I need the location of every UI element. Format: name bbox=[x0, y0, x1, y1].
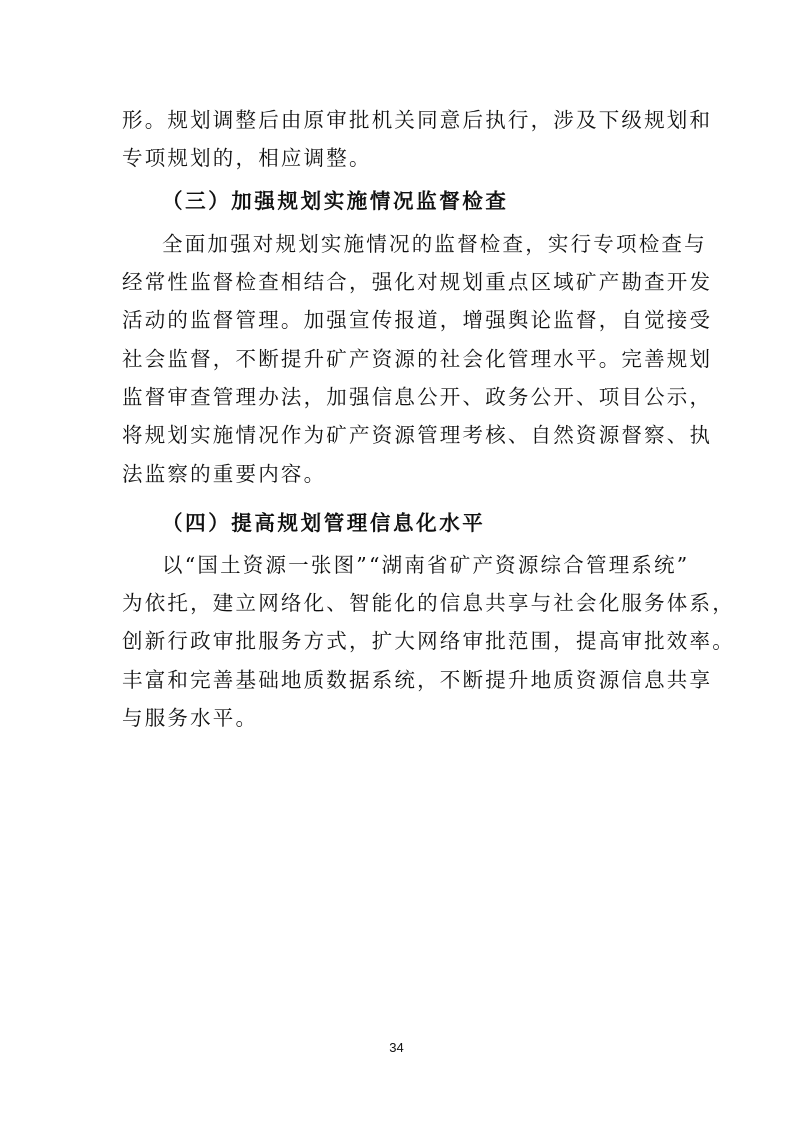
paragraph-line: 为依托，建立网络化、智能化的信息共享与社会化服务体系， bbox=[122, 591, 735, 615]
paragraph-line: 与服务水平。 bbox=[122, 706, 259, 730]
paragraph-line: 将规划实施情况作为矿产资源管理考核、自然资源督察、执 bbox=[122, 423, 713, 447]
paragraph-line: 专项规划的，相应调整。 bbox=[122, 146, 372, 170]
section-heading: （三）加强规划实施情况监督检查 bbox=[162, 189, 509, 213]
paragraph-line: 丰富和完善基础地质数据系统，不断提升地质资源信息共享 bbox=[122, 668, 713, 692]
paragraph-line: 以“国土资源一张图”“湖南省矿产资源综合管理系统” bbox=[162, 553, 690, 577]
paragraph-line: 活动的监督管理。加强宣传报道，增强舆论监督，自觉接受 bbox=[122, 308, 713, 332]
paragraph-line: 全面加强对规划实施情况的监督检查，实行专项检查与 bbox=[162, 232, 707, 256]
paragraph-line: 法监察的重要内容。 bbox=[122, 462, 327, 486]
paragraph-line: 创新行政审批服务方式，扩大网络审批范围，提高审批效率。 bbox=[122, 629, 735, 653]
section-heading: （四）提高规划管理信息化水平 bbox=[162, 511, 486, 535]
paragraph-line: 形。规划调整后由原审批机关同意后执行，涉及下级规划和 bbox=[122, 108, 713, 132]
paragraph-line: 社会监督，不断提升矿产资源的社会化管理水平。完善规划 bbox=[122, 347, 713, 371]
paragraph-line: 监督审查管理办法，加强信息公开、政务公开、项目公示， bbox=[122, 385, 713, 409]
paragraph-line: 经常性监督检查相结合，强化对规划重点区域矿产勘查开发 bbox=[122, 270, 713, 294]
page-number: 34 bbox=[389, 1040, 404, 1055]
